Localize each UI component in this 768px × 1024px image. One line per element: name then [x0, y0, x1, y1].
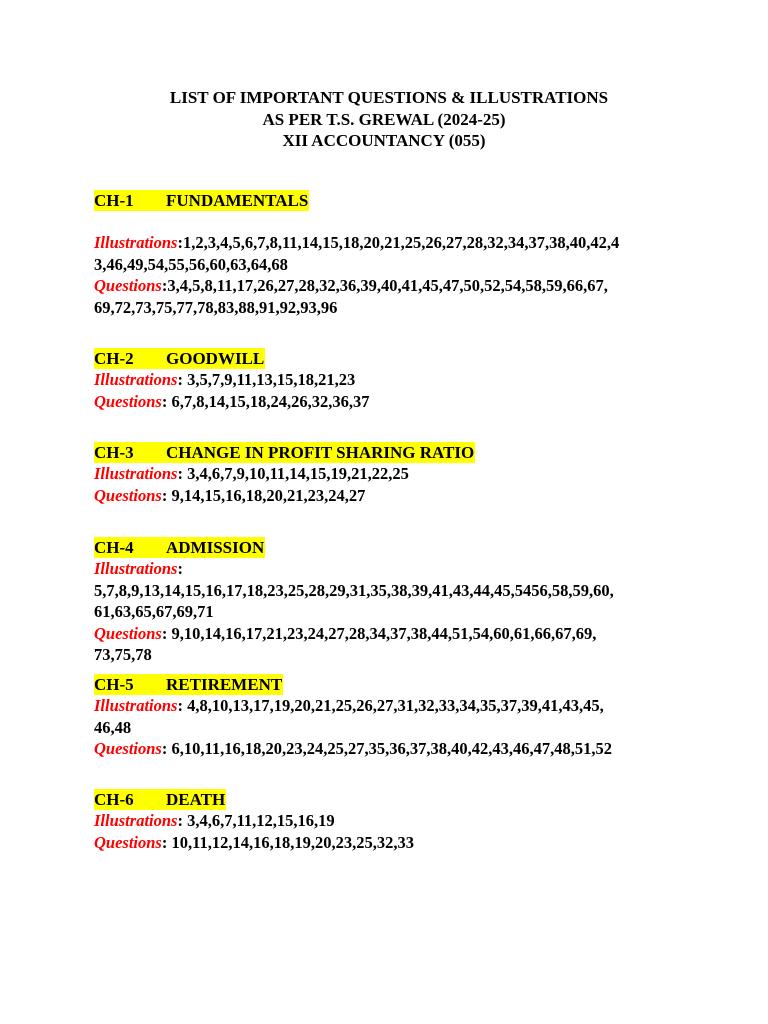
chapter-heading [94, 348, 265, 369]
separator: : [177, 559, 183, 578]
document-title [0, 87, 768, 152]
illustrations-line [94, 369, 694, 391]
questions-numbers: 9,10,14,16,17,21,23,24,27,28,34,37,38,44,51,54,60,61,66,67,69, [171, 623, 597, 643]
title-line-1: LIST OF IMPORTANT QUESTIONS & ILLUSTRATIONS [169, 88, 609, 107]
chapter-number: CH-1 [94, 191, 134, 210]
chapter-heading [94, 674, 283, 695]
separator: : [177, 696, 188, 715]
chapter-heading [94, 442, 475, 463]
questions-label: Questions [94, 391, 162, 411]
illustrations-line [94, 558, 694, 580]
illustrations-numbers: 3,4,6,7,11,12,15,16,19 [187, 811, 335, 830]
questions-line [94, 832, 694, 854]
illustrations-line [94, 463, 694, 485]
illustrations-line [94, 695, 694, 717]
questions-numbers-cont: 73,75,78 [94, 645, 152, 664]
questions-numbers: 3,4,5,8,11,17,26,27,28,32,36,39,40,41,45,47,50,52,54,58,59,66,67, [167, 276, 608, 295]
chapter-6 [94, 789, 694, 853]
illustrations-label: Illustrations [94, 696, 178, 715]
chapter-name: RETIREMENT [166, 675, 283, 694]
questions-numbers: 10,11,12,14,16,18,19,20,23,25,32,33 [171, 832, 414, 852]
title-line-2: AS PER T.S. GREWAL (2024-25) [262, 109, 506, 129]
chapter-4 [94, 537, 694, 666]
chapter-number: CH-3 [94, 443, 134, 462]
chapter-2 [94, 348, 694, 412]
chapter-name: DEATH [166, 790, 226, 809]
questions-line [94, 623, 694, 645]
chapter-5 [94, 674, 694, 760]
separator: : [161, 832, 172, 852]
illustrations-numbers: 3,5,7,9,11,13,15,18,21,23 [187, 370, 356, 389]
questions-numbers: 6,10,11,16,18,20,23,24,25,27,35,36,37,38,40,42,43,46,47,48,51,52 [171, 739, 612, 758]
chapter-name: FUNDAMENTALS [166, 191, 309, 210]
questions-line [94, 738, 694, 760]
illustrations-numbers: 5,7,8,9,13,14,15,16,17,18,23,25,28,29,31,35,38,39,41,43,44,45,5456,58,59,60, [94, 580, 614, 600]
questions-label: Questions [94, 832, 162, 852]
questions-numbers: 9,14,15,16,18,20,21,23,24,27 [171, 485, 366, 505]
chapter-name: ADMISSION [166, 538, 265, 557]
chapter-heading [94, 190, 309, 211]
chapter-heading [94, 789, 226, 810]
questions-label: Questions [94, 485, 162, 505]
illustrations-label: Illustrations [94, 233, 178, 252]
illustrations-line [94, 232, 694, 254]
separator: : [161, 623, 172, 643]
chapter-number: CH-5 [94, 675, 134, 694]
chapter-number: CH-2 [94, 349, 134, 368]
chapter-1 [94, 190, 694, 318]
separator: : [161, 739, 172, 758]
chapter-3 [94, 442, 694, 506]
illustrations-numbers-cont: 61,63,65,67,69,71 [94, 602, 214, 621]
questions-line [94, 485, 694, 507]
chapter-number: CH-4 [94, 538, 134, 557]
separator: : [161, 485, 172, 505]
title-line-3: XII ACCOUNTANCY (055) [282, 131, 486, 150]
illustrations-numbers: 4,8,10,13,17,19,20,21,25,26,27,31,32,33,34,35,37,39,41,43,45, [187, 696, 604, 715]
illustrations-numbers: 3,4,6,7,9,10,11,14,15,19,21,22,25 [187, 464, 409, 483]
illustrations-label: Illustrations [94, 559, 178, 578]
illustrations-line [94, 810, 694, 832]
separator: : [177, 464, 188, 483]
questions-numbers: 6,7,8,14,15,18,24,26,32,36,37 [171, 391, 370, 411]
illustrations-numbers: 1,2,3,4,5,6,7,8,11,14,15,18,20,21,25,26,27,28,32,34,37,38,40,42,4 [182, 233, 620, 252]
chapter-heading [94, 537, 265, 558]
chapter-name: CHANGE IN PROFIT SHARING RATIO [166, 443, 475, 462]
separator: : [177, 233, 183, 252]
questions-line [94, 391, 694, 413]
illustrations-label: Illustrations [94, 464, 178, 483]
separator: : [177, 370, 188, 389]
separator: : [177, 811, 188, 830]
illustrations-numbers-cont: 3,46,49,54,55,56,60,63,64,68 [94, 254, 288, 274]
questions-line [94, 275, 694, 297]
questions-label: Questions [94, 623, 162, 643]
questions-label: Questions [94, 739, 162, 758]
separator: : [161, 391, 172, 411]
questions-label: Questions [94, 276, 162, 295]
chapter-number: CH-6 [94, 790, 134, 809]
illustrations-label: Illustrations [94, 370, 178, 389]
illustrations-label: Illustrations [94, 811, 178, 830]
separator: : [161, 276, 168, 295]
chapter-name: GOODWILL [166, 349, 265, 368]
illustrations-numbers-cont: 46,48 [94, 717, 132, 737]
questions-numbers-cont: 69,72,73,75,77,78,83,88,91,92,93,96 [94, 297, 338, 317]
